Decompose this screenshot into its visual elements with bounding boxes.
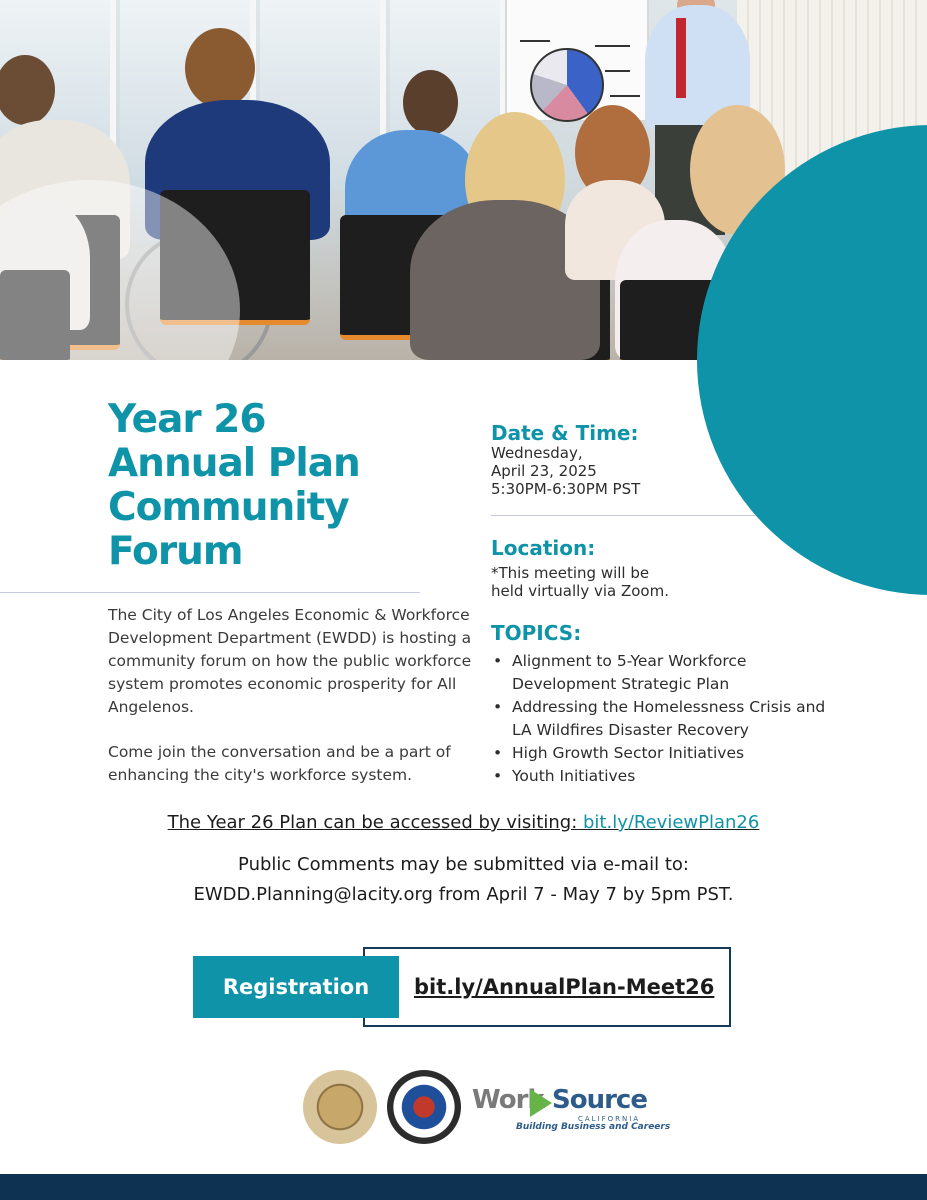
comments-line: EWDD.Planning@lacity.org from April 7 - May 7 by 5pm PST. [193, 884, 734, 905]
worksource-tagline: Building Business and Careers [516, 1122, 671, 1132]
plan-access-line [0, 812, 927, 833]
intro-paragraph: The City of Los Angeles Economic & Workforce Development Department (EWDD) is hosting a community forum on how the public workforce system promotes economic prosperity for All Angelenos. [108, 606, 472, 716]
worksource-source-text: Source [552, 1085, 647, 1115]
review-plan-link[interactable]: bit.ly/ReviewPlan26 [577, 812, 760, 833]
topics-list [491, 650, 831, 788]
title-line: Annual Plan [108, 441, 360, 486]
comments-line: Public Comments may be submitted via e-mail to: [238, 854, 689, 875]
presenter-tie [676, 18, 686, 98]
event-day: Wednesday, [491, 444, 583, 462]
registration-button[interactable]: Registration [193, 956, 399, 1018]
footer-bar [0, 1174, 927, 1200]
date-time-details [491, 444, 640, 498]
intro-paragraph: Come join the conversation and be a part of enhancing the city's workforce system. [108, 743, 451, 784]
title-line: Community [108, 485, 349, 530]
divider [491, 515, 756, 516]
topics-heading: TOPICS: [491, 621, 582, 645]
ewdd-seal-logo [387, 1070, 461, 1144]
city-seal-logo [303, 1070, 377, 1144]
public-comments [0, 850, 927, 910]
location-line: held virtually via Zoom. [491, 582, 669, 600]
worksource-state-text: CALIFORNIA [578, 1115, 641, 1123]
audience-head [185, 28, 255, 108]
topic-item: • High Growth Sector Initiatives [491, 742, 831, 765]
topic-item: • Youth Initiatives [491, 765, 831, 788]
worksource-arrow-icon [530, 1089, 552, 1117]
event-time: 5:30PM-6:30PM PST [491, 480, 641, 498]
title-line: Year 26 [108, 397, 266, 442]
location-line: *This meeting will be [491, 564, 650, 582]
location-heading: Location: [491, 536, 596, 560]
event-date: April 23, 2025 [491, 462, 597, 480]
topic-item: • Addressing the Homelessness Crisis and LA Wildfires Disaster Recovery [491, 696, 831, 742]
location-details [491, 564, 669, 600]
worksource-logo [472, 1085, 671, 1135]
topic-item: • Alignment to 5-Year Workforce Development Strategic Plan [491, 650, 831, 696]
divider [0, 592, 420, 593]
worksource-work-text: Work [472, 1085, 544, 1115]
date-time-heading: Date & Time: [491, 421, 639, 445]
title-line: Forum [108, 529, 243, 574]
intro-text [108, 604, 478, 809]
registration-link[interactable]: bit.ly/AnnualPlan-Meet26 [414, 975, 715, 999]
plan-access-text: The Year 26 Plan can be accessed by visiting: [167, 812, 578, 833]
audience-head [403, 70, 458, 135]
page-title [108, 398, 438, 574]
